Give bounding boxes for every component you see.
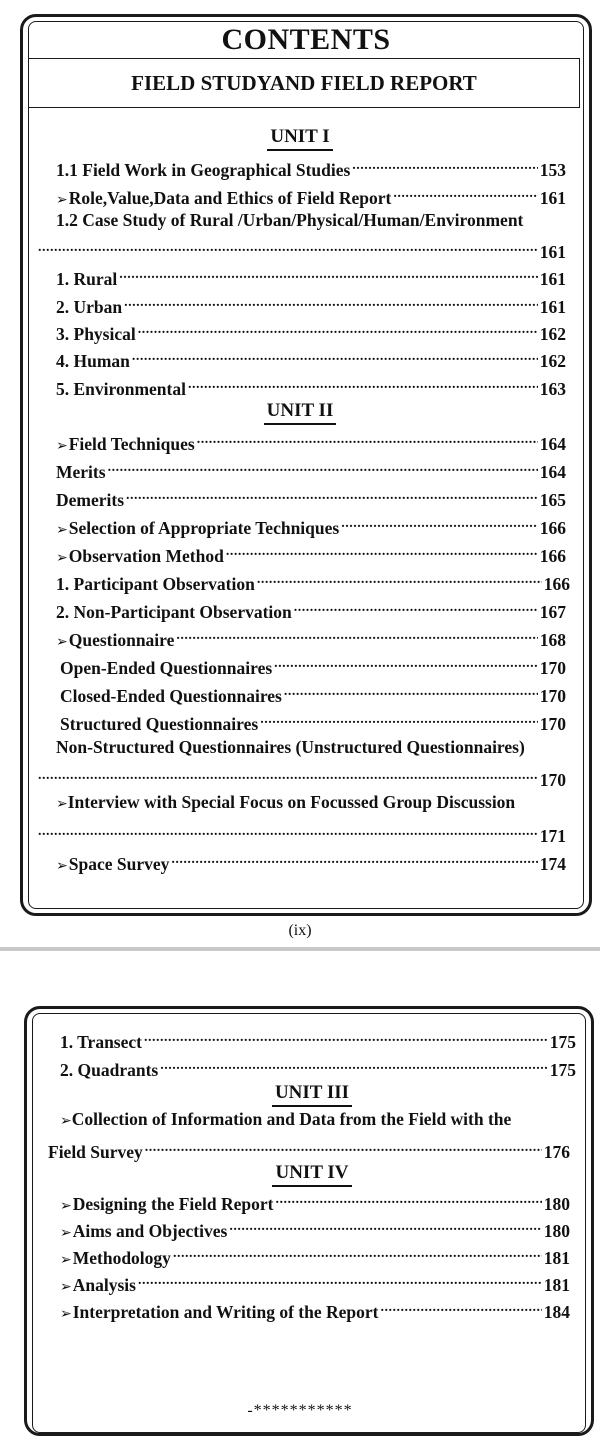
toc-page: 164 (539, 462, 566, 482)
toc-label: Merits (56, 462, 106, 482)
toc-page: 165 (539, 490, 566, 510)
arrow-bullet-icon: ➢ (56, 796, 68, 812)
toc-entry (56, 182, 566, 211)
toc-entry-long (56, 791, 515, 815)
arrow-bullet-icon: ➢ (56, 858, 68, 874)
toc-label: Open-Ended Questionnaires (60, 658, 273, 678)
toc-label: Role,Value,Data and Ethics of Field Report (68, 188, 392, 208)
dot-leader (393, 182, 537, 204)
arrow-bullet-icon: ➢ (60, 1279, 72, 1295)
toc-entry (56, 848, 566, 877)
toc-entry (60, 680, 566, 707)
toc-page: 163 (539, 379, 566, 399)
toc-label: Questionnaire (68, 630, 175, 650)
toc-entry (60, 1026, 576, 1053)
dot-leader (176, 624, 537, 646)
toc-label: Aims and Objectives (72, 1221, 228, 1241)
end-mark: -*********** (247, 1402, 353, 1419)
toc-label: Interview with Special Focus on Focussed Group Discussion (67, 792, 516, 812)
page-number-roman: (ix) (288, 922, 312, 939)
toc-entry (60, 1242, 570, 1271)
book-subtitle: FIELD STUDYAND FIELD REPORT (131, 70, 477, 95)
toc-label: 4. Human (56, 351, 130, 371)
arrow-bullet-icon: ➢ (56, 438, 68, 454)
dot-leader (126, 484, 538, 506)
dot-leader (381, 1296, 542, 1318)
unit-heading: UNIT II (0, 400, 600, 425)
toc-page: 166 (539, 546, 566, 566)
unit-heading: UNIT I (0, 126, 600, 151)
arrow-bullet-icon: ➢ (60, 1225, 72, 1241)
toc-entry (56, 318, 566, 345)
toc-page: 166 (539, 518, 566, 538)
unit-heading: UNIT IV (12, 1162, 600, 1187)
toc-label: Selection of Appropriate Techniques (68, 518, 340, 538)
toc-page: 168 (539, 630, 566, 650)
toc-page: 180 (543, 1221, 570, 1241)
contents-title: CONTENTS (221, 23, 391, 56)
toc-label: Designing the Field Report (72, 1194, 274, 1214)
dot-leader (38, 764, 538, 786)
dot-leader (138, 318, 538, 340)
toc-entry-long (60, 1108, 511, 1132)
toc-entry (60, 1296, 570, 1325)
toc-page: 153 (539, 160, 566, 180)
arrow-bullet-icon: ➢ (56, 192, 68, 208)
dot-leader (173, 1242, 542, 1264)
dot-leader (38, 820, 538, 842)
toc-page: 161 (539, 242, 566, 262)
arrow-bullet-icon: ➢ (60, 1113, 72, 1129)
dot-leader (138, 1269, 542, 1291)
toc-label: 2. Quadrants (60, 1060, 159, 1080)
toc-entry (56, 568, 570, 595)
toc-page: 162 (539, 351, 566, 371)
toc-label: 2. Non-Participant Observation (56, 602, 292, 622)
toc-page: 162 (539, 324, 566, 344)
toc-page: 184 (543, 1302, 570, 1322)
toc-entry-continuation (36, 820, 566, 847)
arrow-bullet-icon: ➢ (56, 550, 68, 566)
toc-label: 1.2 Case Study of Rural /Urban/Physical/Human/Environment (56, 210, 524, 230)
dot-leader (108, 456, 538, 478)
toc-entry (56, 263, 566, 290)
book-subtitle-box (28, 58, 580, 108)
toc-page: 164 (539, 434, 566, 454)
arrow-bullet-icon: ➢ (60, 1252, 72, 1268)
toc-entry (56, 291, 566, 318)
toc-label: 5. Environmental (56, 379, 186, 399)
toc-page: 171 (539, 826, 566, 846)
toc-page: 161 (539, 297, 566, 317)
dot-leader (294, 596, 538, 618)
toc-entry (56, 154, 566, 181)
toc-label: 3. Physical (56, 324, 136, 344)
toc-entry-continuation (36, 764, 566, 791)
toc-entry (56, 373, 566, 400)
toc-label: 1. Rural (56, 269, 118, 289)
arrow-bullet-icon: ➢ (60, 1198, 72, 1214)
toc-page: 176 (543, 1142, 570, 1162)
toc-page: 170 (539, 770, 566, 790)
toc-label: Observation Method (68, 546, 224, 566)
toc-label: Non-Structured Questionnaires (Unstructured Questionnaires) (56, 737, 525, 757)
toc-entry (60, 1054, 576, 1081)
toc-page: 170 (539, 686, 566, 706)
page-divider (0, 947, 600, 951)
unit-heading: UNIT III (12, 1082, 600, 1107)
dot-leader (132, 345, 538, 367)
toc-entry (56, 540, 566, 569)
toc-label: Interpretation and Writing of the Report (72, 1302, 379, 1322)
dot-leader (38, 236, 538, 258)
dot-leader (197, 428, 538, 450)
toc-entry (60, 708, 566, 735)
dot-leader (171, 848, 537, 870)
dot-leader (226, 540, 538, 562)
toc-entry-long (56, 736, 525, 758)
toc-entry (56, 456, 566, 483)
toc-entry (56, 596, 566, 623)
arrow-bullet-icon: ➢ (56, 634, 68, 650)
arrow-bullet-icon: ➢ (56, 522, 68, 538)
toc-page: 170 (539, 714, 566, 734)
toc-entry (56, 624, 566, 653)
dot-leader (352, 154, 537, 176)
toc-entry (60, 1269, 570, 1298)
toc-page: 175 (549, 1060, 576, 1080)
toc-entry (56, 345, 566, 372)
toc-label: Closed-Ended Questionnaires (60, 686, 282, 706)
toc-page: 180 (543, 1194, 570, 1214)
toc-entry (56, 512, 566, 541)
toc-entry-continuation (36, 236, 566, 263)
toc-page: 181 (543, 1248, 570, 1268)
toc-page: 175 (549, 1032, 576, 1052)
dot-leader (119, 263, 538, 285)
toc-label: 1.1 Field Work in Geographical Studies (56, 160, 351, 180)
toc-entry (60, 1188, 570, 1217)
toc-page: 181 (543, 1275, 570, 1295)
dot-leader (188, 373, 538, 395)
toc-page: 170 (539, 658, 566, 678)
dot-leader (341, 512, 538, 534)
dot-leader (124, 291, 538, 313)
toc-label: Space Survey (68, 854, 170, 874)
dot-leader (276, 1188, 542, 1210)
toc-label: 1. Participant Observation (56, 574, 255, 594)
toc-label: Field Survey (48, 1142, 143, 1162)
dot-leader (229, 1215, 541, 1237)
toc-label: Field Techniques (68, 434, 195, 454)
toc-label: Methodology (72, 1248, 171, 1268)
toc-entry (60, 652, 566, 679)
toc-page: 161 (539, 188, 566, 208)
dot-leader (144, 1026, 548, 1048)
toc-entry (56, 484, 566, 511)
toc-entry-long (56, 209, 523, 231)
toc-entry (56, 428, 566, 457)
toc-label: Analysis (72, 1275, 136, 1295)
toc-label: 1. Transect (60, 1032, 142, 1052)
toc-page: 161 (539, 269, 566, 289)
toc-entry (60, 1215, 570, 1244)
dot-leader (145, 1136, 542, 1158)
dot-leader (257, 568, 542, 590)
dot-leader (160, 1054, 548, 1076)
toc-page: 174 (539, 854, 566, 874)
dot-leader (274, 652, 538, 674)
toc-entry (48, 1136, 570, 1163)
dot-leader (260, 708, 538, 730)
dot-leader (284, 680, 538, 702)
toc-page: 167 (539, 602, 566, 622)
toc-label: 2. Urban (56, 297, 123, 317)
toc-page: 166 (543, 574, 570, 594)
arrow-bullet-icon: ➢ (60, 1306, 72, 1322)
toc-label: Structured Questionnaires (60, 714, 259, 734)
toc-label: Collection of Information and Data from the Field with the (71, 1109, 512, 1129)
toc-label: Demerits (56, 490, 125, 510)
